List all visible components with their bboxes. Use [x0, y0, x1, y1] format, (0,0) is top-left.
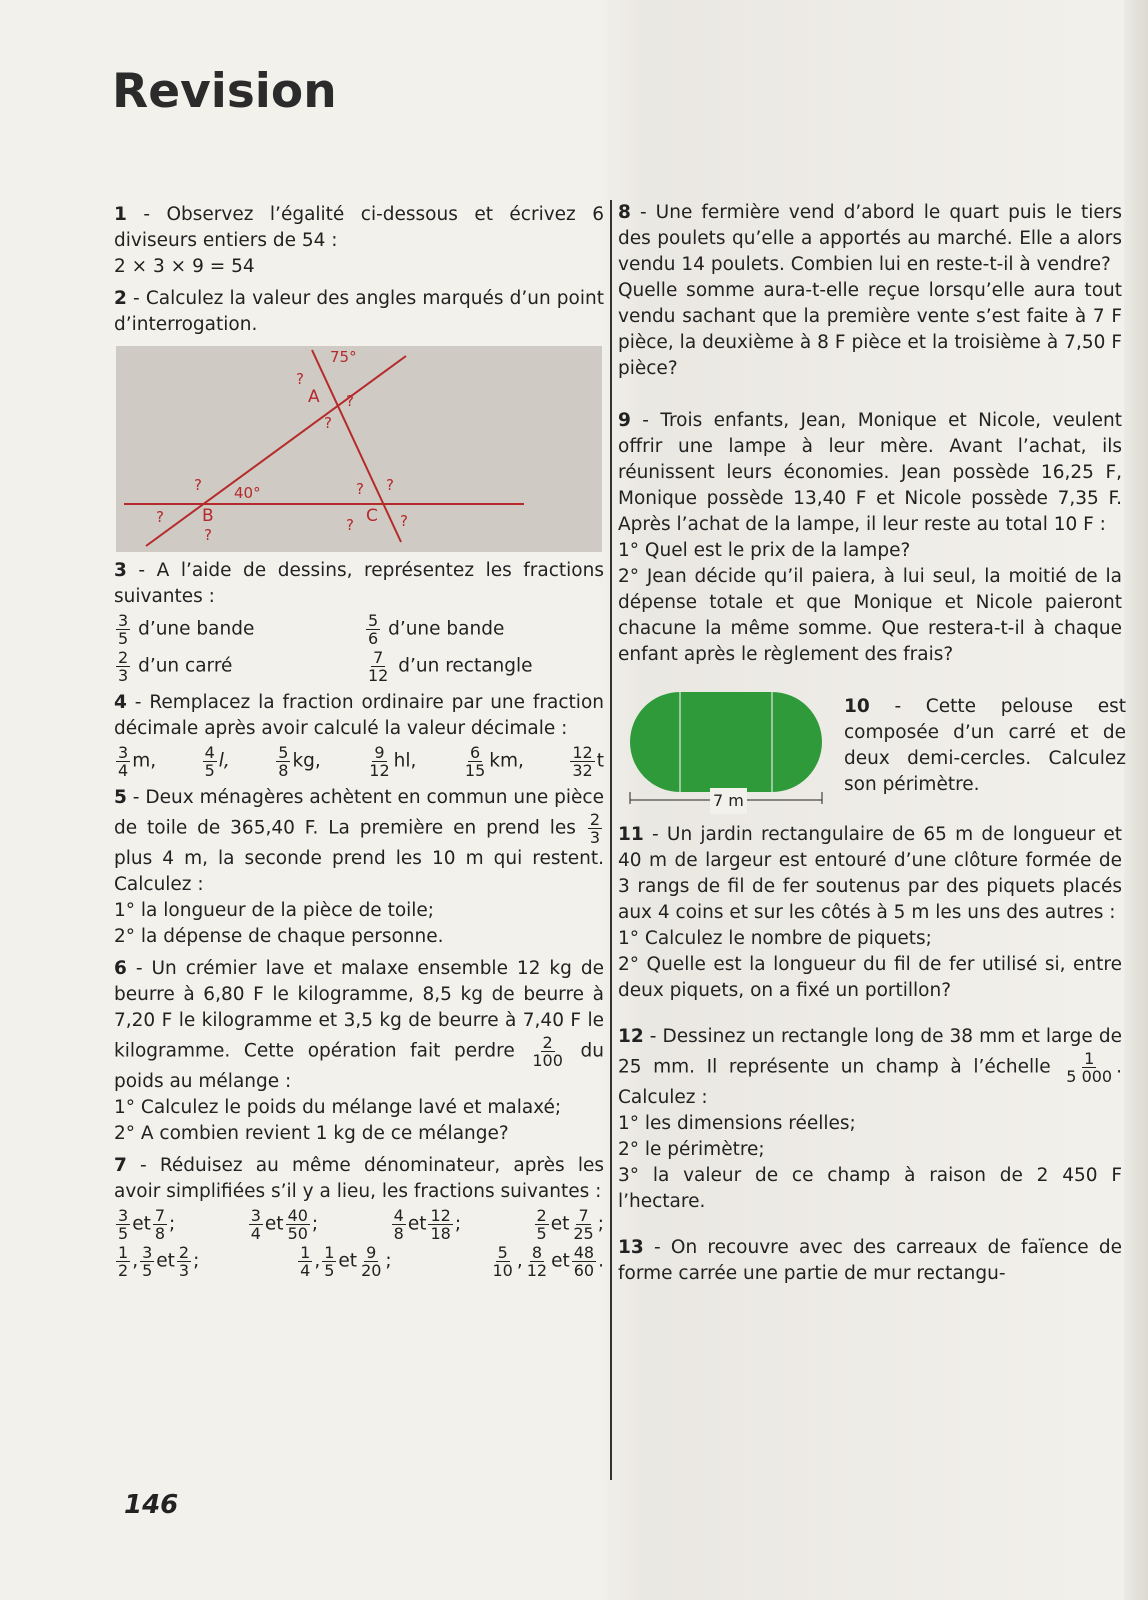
fraction-row: [114, 649, 604, 684]
et-word: et: [264, 1213, 284, 1235]
fraction: [535, 1207, 549, 1242]
fraction: [572, 1244, 596, 1279]
fraction: [428, 1207, 452, 1242]
exercise-number: 3: [114, 560, 127, 581]
fraction-text: d’un rectangle: [398, 655, 533, 677]
question-mark: ?: [346, 392, 354, 410]
fraction: [116, 649, 130, 684]
fraction: [525, 1244, 549, 1279]
exercise-number: 13: [618, 1237, 644, 1258]
exercise-text: - On recouvre avec des carreaux de faïence de forme carrée une partie de mur rectangu-: [618, 1237, 1122, 1284]
left-column: [114, 202, 604, 1285]
question-mark: ?: [400, 512, 408, 530]
denominator: 4: [300, 1261, 311, 1280]
denominator: 8: [278, 761, 289, 780]
denominator: 12: [368, 666, 389, 685]
denominator: 6: [368, 629, 379, 648]
numerator: 3: [250, 1206, 261, 1225]
page-number: 146: [124, 1490, 179, 1520]
exercise-9: [618, 408, 1122, 668]
list-item: 2° A combien revient 1 kg de ce mélange?: [114, 1123, 509, 1144]
numerator: 4: [393, 1206, 404, 1225]
question-mark: ?: [296, 370, 304, 388]
fraction: [463, 744, 487, 779]
fraction: [367, 744, 391, 779]
et-word: et: [550, 1213, 570, 1235]
exercise-text: - Dessinez un rectangle long de 38 mm et large de 25 mm. Il représente un champ à l’échelle: [618, 1026, 1122, 1078]
exercise-1: [114, 202, 604, 280]
fraction: [153, 1207, 167, 1242]
exercise-number: 9: [618, 410, 631, 431]
exercise-8: [618, 200, 1122, 382]
denominator: 5: [204, 761, 215, 780]
fraction-row: $\frac{3}{5}$ et $\frac{7}{8}$ ; $\frac{3}{4}$ et $\frac{40}{50}$ ; $\frac{4}{8}$ et $\frac{12}{18}$ ; $\frac{2}{5}$ et $\frac{7}{25}$ ;: [118, 1206, 604, 1243]
denominator: 25: [573, 1224, 594, 1243]
exercise-10: [618, 688, 1126, 810]
numerator: 3: [142, 1243, 153, 1262]
list-item: 2° la dépense de chaque personne.: [114, 926, 444, 947]
fraction: [366, 612, 380, 647]
numerator: 1: [300, 1243, 311, 1262]
exercise-text: du poids au mélange :: [114, 1040, 605, 1092]
list-item: 1° Quel est le prix de la lampe?: [618, 540, 911, 561]
fraction: [116, 1244, 130, 1279]
fraction: [276, 744, 290, 779]
numerator: 3: [118, 743, 129, 762]
numerator: 6: [469, 743, 481, 762]
numerator: 3: [118, 611, 129, 630]
exercise-text: . Calculez :: [618, 1056, 1122, 1108]
numerator: 1: [1084, 1049, 1095, 1068]
denominator: 60: [573, 1261, 595, 1280]
lawn-dimension: 7 m: [710, 788, 747, 814]
exercise-6: [114, 956, 604, 1147]
exercise-number: 10: [844, 696, 870, 717]
denominator: 5 000: [1066, 1067, 1113, 1086]
fraction: [359, 1244, 383, 1279]
denominator: 3: [118, 666, 129, 685]
denominator: 100: [532, 1051, 563, 1070]
exercise-text: Quelle somme aura-t-elle reçue lorsqu’elle aura tout vendu sachant que la première vente s’est faite à 7 F pièce, la deuxième à 8 F pièce et la troisième à 7,50 F pièce?: [618, 280, 1122, 379]
unit: t: [596, 750, 604, 772]
list-item: 3° la valeur de ce champ à raison de 2 450 F l’hectare.: [618, 1165, 1122, 1212]
right-column: [618, 200, 1126, 1293]
denominator: 12: [369, 761, 390, 780]
exercise-text: - Réduisez au même dénominateur, après les avoir simplifiées s’il y a lieu, les fractions suivantes :: [114, 1155, 604, 1202]
numerator: 7: [373, 648, 384, 667]
list-item: 1° la longueur de la pièce de toile;: [114, 900, 435, 921]
fraction-row: $\frac{1}{2}$ , $\frac{3}{5}$ et $\frac{2}{3}$ ; $\frac{1}{4}$ , $\frac{1}{5}$ et $\frac{9}{20}$ ; $\frac{5}{10}$ , $\frac{8}{12}$ et $\frac{48}{60}$ .: [118, 1243, 604, 1280]
fraction: [392, 1207, 406, 1242]
numerator: 2: [536, 1206, 547, 1225]
denominator: 5: [118, 1224, 129, 1243]
question-mark: ?: [194, 476, 202, 494]
point-C-label: C: [366, 506, 378, 526]
exercise-4: [114, 690, 604, 779]
exercise-text: - Une fermière vend d’abord le quart puis le tiers des poulets qu’elle a apportés au marché. Elle a alors vendu 14 poulets. Combien lui en reste-t-il à vendre?: [618, 202, 1122, 275]
fraction: [588, 811, 602, 846]
fraction-text: d’une bande: [388, 618, 505, 640]
denominator: 32: [572, 761, 593, 780]
et-word: et: [156, 1250, 175, 1272]
fraction-text: d’un carré: [138, 655, 233, 677]
question-mark: ?: [386, 476, 394, 494]
exercise-text: - Trois enfants, Jean, Monique et Nicole, veulent offrir une lampe à leur mère. Avant l’achat, ils réunissent leurs économies. Jean possède 16,25 F, Monique possède 13,40 F et Nicole possède 7,35 F. Après l’achat de la lampe, il leur reste au total 10 F :: [618, 410, 1122, 535]
exercise-number: 6: [114, 958, 127, 979]
fraction: [322, 1244, 336, 1279]
exercise-3: [114, 558, 604, 684]
numerator: 8: [531, 1243, 542, 1262]
numerator: 1: [324, 1243, 335, 1262]
unit: kg,: [292, 750, 321, 772]
fraction: [177, 1244, 191, 1279]
fraction: [203, 744, 217, 779]
list-item: 2° Quelle est la longueur du fil de fer utilisé si, entre deux piquets, on a fixé un portillon?: [618, 954, 1122, 1001]
denominator: 18: [430, 1224, 451, 1243]
column-divider: [610, 200, 612, 1480]
triangle-diagram: [116, 346, 602, 552]
numerator: 1: [118, 1243, 129, 1262]
exercise-text: - A l’aide de dessins, représentez les fractions suivantes :: [114, 560, 604, 607]
angle-40-label: 40°: [234, 484, 261, 502]
numerator: 2: [118, 648, 129, 667]
question-mark: ?: [346, 516, 354, 534]
denominator: 10: [492, 1261, 513, 1280]
exercise-7: [114, 1153, 604, 1279]
exercise-text: - Deux ménagères achètent en commun une pièce de toile de 365,40 F. La première en prend les: [114, 787, 604, 839]
exercise-11: [618, 822, 1122, 1004]
fraction: [530, 1034, 565, 1069]
numerator: 40: [287, 1206, 308, 1225]
fraction: [116, 612, 130, 647]
exercise-text: - Un crémier lave et malaxe ensemble 12 kg de beurre à 6,80 F le kilogramme, 8,5 kg de beurre à 7,20 F le kilogramme et 3,5 kg de beurre à 7,40 F le kilogramme. Cette opération fait perdre: [114, 958, 604, 1062]
list-item: 1° les dimensions réelles;: [618, 1113, 856, 1134]
exercise-number: 5: [114, 787, 127, 808]
question-mark: ?: [204, 526, 212, 544]
numerator: 4: [204, 743, 215, 762]
fraction-row: [114, 744, 604, 779]
fraction: [286, 1207, 310, 1242]
denominator: 5: [324, 1261, 335, 1280]
page-edge: [1124, 0, 1148, 1600]
exercise-number: 2: [114, 288, 127, 309]
exercise-number: 4: [114, 692, 127, 713]
fraction-row: [114, 612, 604, 647]
list-item: 1° Calculez le poids du mélange lavé et malaxé;: [114, 1097, 562, 1118]
denominator: 4: [250, 1224, 261, 1243]
numerator: 2: [589, 810, 600, 829]
denominator: 2: [118, 1261, 129, 1280]
list-item: 2° le périmètre;: [618, 1139, 765, 1160]
numerator: 7: [578, 1206, 589, 1225]
numerator: 48: [573, 1243, 595, 1262]
point-A-label: A: [308, 387, 320, 407]
numerator: 2: [178, 1243, 190, 1262]
denominator: 5: [118, 629, 129, 648]
denominator: 8: [393, 1224, 404, 1243]
numerator: 9: [374, 743, 385, 762]
fraction: [140, 1244, 154, 1279]
exercise-number: 8: [618, 202, 631, 223]
exercise-text: - Observez l’égalité ci-dessous et écrivez 6 diviseurs entiers de 54 :: [114, 204, 604, 251]
denominator: 8: [154, 1224, 166, 1243]
numerator: 5: [497, 1243, 508, 1262]
denominator: 50: [287, 1224, 308, 1243]
exercise-number: 1: [114, 204, 127, 225]
geometry-figure: [116, 346, 602, 552]
denominator: 5: [536, 1224, 547, 1243]
exercise-12: [618, 1024, 1122, 1215]
denominator: 3: [589, 828, 600, 847]
exercise-13: [618, 1235, 1122, 1287]
point-B-label: B: [202, 506, 214, 526]
exercise-text: plus 4 m, la seconde prend les 10 m qui restent. Calculez :: [114, 848, 604, 895]
denominator: 12: [526, 1261, 548, 1280]
exercise-text: - Calculez la valeur des angles marqués d’un point d’interrogation.: [114, 288, 604, 335]
question-mark: ?: [324, 414, 332, 432]
fraction-text: d’une bande: [138, 618, 255, 640]
fraction: [1064, 1050, 1114, 1085]
fraction: [249, 1207, 263, 1242]
unit: hl,: [393, 750, 417, 772]
et-word: et: [132, 1213, 151, 1235]
page-title: Revision: [112, 64, 337, 119]
numerator: 5: [368, 611, 379, 630]
fraction: [490, 1244, 514, 1279]
exercise-number: 11: [618, 824, 644, 845]
numerator: 12: [430, 1206, 451, 1225]
angle-75-label: 75°: [330, 348, 357, 366]
exercise-text: - Un jardin rectangulaire de 65 m de longueur et 40 m de largeur est entouré d’une clôture formée de 3 rangs de fil de fer soutenus par des piquets placés aux 4 coins et sur les côtés à 5 m les uns des autres :: [618, 824, 1122, 923]
fraction: [570, 744, 594, 779]
list-item: 2° Jean décide qu’il paiera, à lui seul, la moitié de la dépense totale et que Monique et Nicole paieront chacune la même somme. Que restera-t-il à chaque enfant après le règlement des frais?: [618, 566, 1122, 665]
numerator: 12: [572, 743, 593, 762]
numerator: 9: [366, 1243, 377, 1262]
fraction: [116, 744, 130, 779]
equation: 2 × 3 × 9 = 54: [114, 256, 255, 277]
denominator: 4: [118, 761, 129, 780]
unit: l,: [218, 750, 230, 772]
et-word: et: [338, 1250, 358, 1272]
denominator: 15: [464, 761, 486, 780]
numerator: 7: [154, 1206, 166, 1225]
exercise-5: [114, 785, 604, 950]
exercise-2: [114, 286, 604, 552]
fraction: [116, 1207, 130, 1242]
exercise-number: 12: [618, 1026, 644, 1047]
unit: km,: [489, 750, 524, 772]
denominator: 3: [178, 1261, 190, 1280]
fraction: [571, 1207, 595, 1242]
numerator: 3: [118, 1206, 129, 1225]
et-word: et: [551, 1250, 570, 1272]
unit: m,: [132, 750, 157, 772]
list-item: 1° Calculez le nombre de piquets;: [618, 928, 932, 949]
et-word: et: [407, 1213, 427, 1235]
numerator: 5: [278, 743, 289, 762]
exercise-number: 7: [114, 1155, 127, 1176]
fraction: [298, 1244, 312, 1279]
fraction: [366, 649, 390, 684]
question-mark: ?: [156, 508, 164, 526]
question-mark: ?: [356, 480, 364, 498]
exercise-text: - Cette pelouse est composée d’un carré et de deux demi-cercles. Calculez son périmètre.: [844, 696, 1126, 795]
denominator: 20: [361, 1261, 382, 1280]
denominator: 5: [142, 1261, 153, 1280]
exercise-text: - Remplacez la fraction ordinaire par une fraction décimale après avoir calculé la valeur décimale :: [114, 692, 604, 739]
numerator: 2: [542, 1033, 553, 1052]
